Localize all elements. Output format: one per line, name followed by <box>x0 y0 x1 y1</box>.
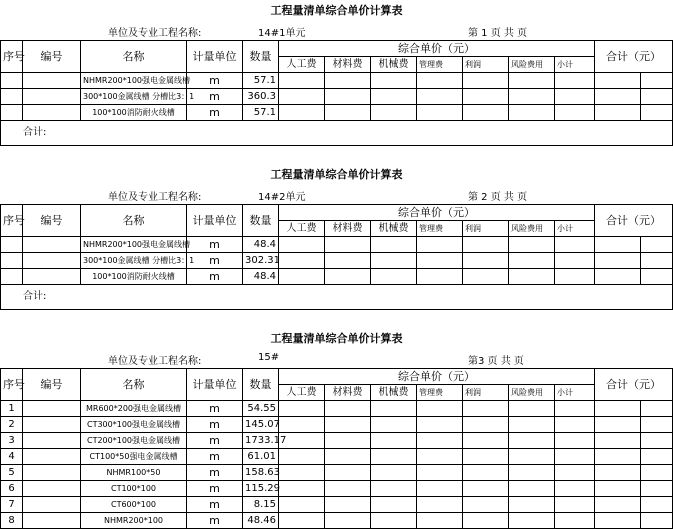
row-empty-cell <box>371 401 417 417</box>
table-row <box>1 497 673 513</box>
row-empty-cell <box>417 433 463 449</box>
row-unit: m <box>187 449 243 465</box>
row-name: CT200*100强电金属线槽 <box>81 433 187 449</box>
row-empty-cell <box>463 481 509 497</box>
row-empty-cell <box>279 449 325 465</box>
header-seq: 序号 <box>1 369 23 401</box>
row-seq: 2 <box>1 417 23 433</box>
row-empty-cell <box>641 73 673 89</box>
row-empty-cell <box>509 513 555 529</box>
total-row <box>1 121 673 146</box>
project-label: 单位及专业工程名称: <box>108 192 202 203</box>
row-qty: 360.3 <box>243 89 279 105</box>
row-empty-cell <box>509 497 555 513</box>
table-row <box>1 513 673 529</box>
row-empty-cell <box>463 105 509 121</box>
row-name: 300*100金属线槽 分槽比3：1 <box>81 89 187 105</box>
row-code <box>23 237 81 253</box>
row-empty-cell <box>325 401 371 417</box>
row-empty-cell <box>417 481 463 497</box>
row-name: CT600*100 <box>81 497 187 513</box>
row-empty-cell <box>279 269 325 285</box>
row-code <box>23 105 81 121</box>
row-empty-cell <box>417 513 463 529</box>
row-seq <box>1 73 23 89</box>
row-empty-cell <box>509 253 555 269</box>
header-qty: 数量 <box>243 41 279 73</box>
header-composite-price: 综合单价（元） <box>279 205 595 221</box>
header-subtotal: 小计 <box>555 57 595 73</box>
table-row <box>1 237 673 253</box>
header-name: 名称 <box>81 205 187 237</box>
row-unit: m <box>187 73 243 89</box>
row-empty-cell <box>279 417 325 433</box>
header-unit: 计量单位 <box>187 369 243 401</box>
row-empty-cell <box>509 449 555 465</box>
row-seq: 1 <box>1 401 23 417</box>
row-empty-cell <box>371 465 417 481</box>
row-code <box>23 513 81 529</box>
row-empty-cell <box>279 481 325 497</box>
row-seq <box>1 89 23 105</box>
row-empty-cell <box>595 449 641 465</box>
row-empty-cell <box>463 449 509 465</box>
row-name: 100*100消防耐火线槽 <box>81 269 187 285</box>
header-machine: 机械费 <box>371 385 417 401</box>
row-empty-cell <box>555 253 595 269</box>
row-code <box>23 465 81 481</box>
row-empty-cell <box>371 449 417 465</box>
project-name: 14#2单元 <box>258 192 306 203</box>
table-row <box>1 269 673 285</box>
row-empty-cell <box>325 465 371 481</box>
row-qty: 115.29 <box>243 481 279 497</box>
row-seq: 4 <box>1 449 23 465</box>
row-code <box>23 497 81 513</box>
row-empty-cell <box>417 89 463 105</box>
header-mgmt: 管理费 <box>417 385 463 401</box>
row-empty-cell <box>555 401 595 417</box>
row-qty: 57.1 <box>243 105 279 121</box>
header-unit: 计量单位 <box>187 205 243 237</box>
row-empty-cell <box>325 513 371 529</box>
row-empty-cell <box>371 237 417 253</box>
row-empty-cell <box>595 513 641 529</box>
page-number: 第 2 页 共 页 <box>468 192 528 203</box>
row-empty-cell <box>555 105 595 121</box>
row-empty-cell <box>279 73 325 89</box>
row-empty-cell <box>509 481 555 497</box>
row-empty-cell <box>417 401 463 417</box>
row-seq: 7 <box>1 497 23 513</box>
row-empty-cell <box>463 433 509 449</box>
row-empty-cell <box>371 269 417 285</box>
page-number: 第 1 页 共 页 <box>468 28 528 39</box>
header-seq: 序号 <box>1 205 23 237</box>
row-empty-cell <box>417 105 463 121</box>
row-empty-cell <box>641 433 673 449</box>
table-row <box>1 449 673 465</box>
row-empty-cell <box>325 417 371 433</box>
table-title: 工程量清单综合单价计算表 <box>270 168 403 181</box>
row-empty-cell <box>325 237 371 253</box>
row-empty-cell <box>595 105 641 121</box>
row-empty-cell <box>463 401 509 417</box>
row-empty-cell <box>595 465 641 481</box>
row-qty: 8.15 <box>243 497 279 513</box>
row-qty: 145.07 <box>243 417 279 433</box>
header-name: 名称 <box>81 369 187 401</box>
row-seq <box>1 253 23 269</box>
row-empty-cell <box>325 433 371 449</box>
row-empty-cell <box>595 497 641 513</box>
table-title: 工程量清单综合单价计算表 <box>270 4 403 17</box>
row-empty-cell <box>371 253 417 269</box>
table-row <box>1 401 673 417</box>
header-risk: 风险费用 <box>509 385 555 401</box>
row-unit: m <box>187 433 243 449</box>
row-empty-cell <box>417 269 463 285</box>
meta-row <box>0 350 673 368</box>
row-empty-cell <box>595 269 641 285</box>
row-empty-cell <box>641 237 673 253</box>
header-sum: 合计（元） <box>595 41 673 73</box>
row-empty-cell <box>371 433 417 449</box>
row-code <box>23 253 81 269</box>
row-empty-cell <box>555 449 595 465</box>
header-unit: 计量单位 <box>187 41 243 73</box>
row-empty-cell <box>509 465 555 481</box>
table-row <box>1 465 673 481</box>
row-qty: 48.4 <box>243 237 279 253</box>
header-row <box>1 205 673 221</box>
row-unit: m <box>187 497 243 513</box>
row-empty-cell <box>595 481 641 497</box>
table-title: 工程量清单综合单价计算表 <box>270 332 403 345</box>
row-empty-cell <box>641 105 673 121</box>
header-mgmt: 管理费 <box>417 57 463 73</box>
row-empty-cell <box>417 253 463 269</box>
header-row <box>1 369 673 385</box>
row-empty-cell <box>509 89 555 105</box>
total-label: 合计: <box>1 121 673 146</box>
row-empty-cell <box>279 89 325 105</box>
row-empty-cell <box>325 497 371 513</box>
row-empty-cell <box>509 433 555 449</box>
row-code <box>23 449 81 465</box>
calc-table-section <box>0 0 673 164</box>
header-composite-price: 综合单价（元） <box>279 41 595 57</box>
table-row <box>1 89 673 105</box>
row-empty-cell <box>595 433 641 449</box>
row-qty: 48.46 <box>243 513 279 529</box>
header-material: 材料费 <box>325 57 371 73</box>
header-labor: 人工费 <box>279 57 325 73</box>
row-qty: 158.63 <box>243 465 279 481</box>
row-code <box>23 481 81 497</box>
row-empty-cell <box>555 89 595 105</box>
row-empty-cell <box>371 105 417 121</box>
header-sum: 合计（元） <box>595 205 673 237</box>
row-empty-cell <box>463 465 509 481</box>
row-empty-cell <box>509 105 555 121</box>
project-label: 单位及专业工程名称: <box>108 28 202 39</box>
row-empty-cell <box>463 73 509 89</box>
row-empty-cell <box>555 497 595 513</box>
header-mgmt: 管理费 <box>417 221 463 237</box>
row-empty-cell <box>595 73 641 89</box>
table-row <box>1 417 673 433</box>
row-name: CT100*100 <box>81 481 187 497</box>
row-empty-cell <box>279 105 325 121</box>
row-empty-cell <box>325 73 371 89</box>
header-risk: 风险费用 <box>509 57 555 73</box>
row-empty-cell <box>371 481 417 497</box>
row-seq: 5 <box>1 465 23 481</box>
row-unit: m <box>187 401 243 417</box>
row-empty-cell <box>279 513 325 529</box>
row-qty: 57.1 <box>243 73 279 89</box>
row-seq: 8 <box>1 513 23 529</box>
row-empty-cell <box>279 465 325 481</box>
header-material: 材料费 <box>325 221 371 237</box>
row-empty-cell <box>325 105 371 121</box>
row-empty-cell <box>325 269 371 285</box>
row-qty: 48.4 <box>243 269 279 285</box>
header-composite-price: 综合单价（元） <box>279 369 595 385</box>
row-empty-cell <box>641 89 673 105</box>
calc-table <box>0 204 673 310</box>
row-empty-cell <box>417 73 463 89</box>
row-code <box>23 269 81 285</box>
row-unit: m <box>187 513 243 529</box>
row-unit: m <box>187 237 243 253</box>
table-row <box>1 481 673 497</box>
row-unit: m <box>187 269 243 285</box>
section-gap <box>0 310 673 328</box>
calc-table <box>0 40 673 146</box>
row-empty-cell <box>641 465 673 481</box>
row-empty-cell <box>371 89 417 105</box>
row-unit: m <box>187 89 243 105</box>
row-empty-cell <box>595 401 641 417</box>
page-number: 第3 页 共 页 <box>468 356 524 367</box>
row-code <box>23 401 81 417</box>
row-empty-cell <box>463 237 509 253</box>
row-seq <box>1 269 23 285</box>
header-material: 材料费 <box>325 385 371 401</box>
row-empty-cell <box>509 73 555 89</box>
row-name: CT300*100强电金属线槽 <box>81 417 187 433</box>
header-profit: 利润 <box>463 57 509 73</box>
row-unit: m <box>187 417 243 433</box>
header-name: 名称 <box>81 41 187 73</box>
row-empty-cell <box>279 237 325 253</box>
row-empty-cell <box>279 497 325 513</box>
row-empty-cell <box>417 449 463 465</box>
row-empty-cell <box>641 269 673 285</box>
header-subtotal: 小计 <box>555 221 595 237</box>
row-empty-cell <box>555 237 595 253</box>
row-name: NHMR100*50 <box>81 465 187 481</box>
header-labor: 人工费 <box>279 221 325 237</box>
row-unit: m <box>187 465 243 481</box>
meta-row <box>0 22 673 40</box>
row-qty: 1733.17 <box>243 433 279 449</box>
row-unit: m <box>187 481 243 497</box>
row-seq: 3 <box>1 433 23 449</box>
header-risk: 风险费用 <box>509 221 555 237</box>
row-empty-cell <box>555 73 595 89</box>
row-empty-cell <box>595 253 641 269</box>
row-seq: 6 <box>1 481 23 497</box>
calc-table-section <box>0 328 673 529</box>
header-profit: 利润 <box>463 221 509 237</box>
header-machine: 机械费 <box>371 221 417 237</box>
row-name: NHMR200*100 <box>81 513 187 529</box>
row-empty-cell <box>641 497 673 513</box>
header-row <box>1 41 673 57</box>
row-empty-cell <box>555 269 595 285</box>
row-empty-cell <box>595 237 641 253</box>
row-empty-cell <box>325 89 371 105</box>
row-qty: 54.55 <box>243 401 279 417</box>
row-name: NHMR200*100强电金属线槽 <box>81 237 187 253</box>
row-empty-cell <box>325 481 371 497</box>
header-sum: 合计（元） <box>595 369 673 401</box>
row-empty-cell <box>325 449 371 465</box>
row-qty: 302.31 <box>243 253 279 269</box>
row-empty-cell <box>641 401 673 417</box>
row-empty-cell <box>463 269 509 285</box>
row-code <box>23 73 81 89</box>
header-code: 编号 <box>23 369 81 401</box>
row-empty-cell <box>463 513 509 529</box>
row-empty-cell <box>463 497 509 513</box>
header-code: 编号 <box>23 205 81 237</box>
table-row <box>1 105 673 121</box>
header-code: 编号 <box>23 41 81 73</box>
meta-row <box>0 186 673 204</box>
row-empty-cell <box>595 89 641 105</box>
row-empty-cell <box>555 433 595 449</box>
row-empty-cell <box>371 513 417 529</box>
total-row <box>1 285 673 310</box>
row-name: 100*100消防耐火线槽 <box>81 105 187 121</box>
table-row <box>1 73 673 89</box>
header-subtotal: 小计 <box>555 385 595 401</box>
header-qty: 数量 <box>243 205 279 237</box>
calc-table-section <box>0 164 673 328</box>
row-empty-cell <box>417 237 463 253</box>
row-empty-cell <box>509 417 555 433</box>
row-empty-cell <box>463 89 509 105</box>
row-seq <box>1 105 23 121</box>
row-empty-cell <box>555 481 595 497</box>
row-empty-cell <box>417 497 463 513</box>
row-empty-cell <box>641 449 673 465</box>
calc-table <box>0 368 673 529</box>
row-code <box>23 417 81 433</box>
row-empty-cell <box>325 253 371 269</box>
row-empty-cell <box>463 417 509 433</box>
row-unit: m <box>187 253 243 269</box>
row-empty-cell <box>555 465 595 481</box>
table-row <box>1 253 673 269</box>
header-seq: 序号 <box>1 41 23 73</box>
row-empty-cell <box>417 465 463 481</box>
row-code <box>23 433 81 449</box>
row-name: NHMR200*100强电金属线槽 <box>81 73 187 89</box>
row-empty-cell <box>509 401 555 417</box>
row-empty-cell <box>371 73 417 89</box>
row-empty-cell <box>641 253 673 269</box>
row-code <box>23 89 81 105</box>
section-gap <box>0 146 673 164</box>
row-empty-cell <box>279 253 325 269</box>
row-name: MR600*200强电金属线槽 <box>81 401 187 417</box>
row-name: 300*100金属线槽 分槽比3：1 <box>81 253 187 269</box>
row-empty-cell <box>279 401 325 417</box>
row-empty-cell <box>371 497 417 513</box>
project-name: 15# <box>258 352 280 363</box>
row-empty-cell <box>463 253 509 269</box>
row-unit: m <box>187 105 243 121</box>
total-label: 合计: <box>1 285 673 310</box>
row-empty-cell <box>641 513 673 529</box>
row-seq <box>1 237 23 253</box>
row-empty-cell <box>509 269 555 285</box>
row-empty-cell <box>641 481 673 497</box>
row-name: CT100*50强电金属线槽 <box>81 449 187 465</box>
project-name: 14#1单元 <box>258 28 306 39</box>
row-qty: 61.01 <box>243 449 279 465</box>
row-empty-cell <box>417 417 463 433</box>
row-empty-cell <box>509 237 555 253</box>
header-qty: 数量 <box>243 369 279 401</box>
table-row <box>1 433 673 449</box>
row-empty-cell <box>555 417 595 433</box>
header-profit: 利润 <box>463 385 509 401</box>
row-empty-cell <box>641 417 673 433</box>
project-label: 单位及专业工程名称: <box>108 356 202 367</box>
row-empty-cell <box>555 513 595 529</box>
header-labor: 人工费 <box>279 385 325 401</box>
header-machine: 机械费 <box>371 57 417 73</box>
row-empty-cell <box>595 417 641 433</box>
row-empty-cell <box>371 417 417 433</box>
